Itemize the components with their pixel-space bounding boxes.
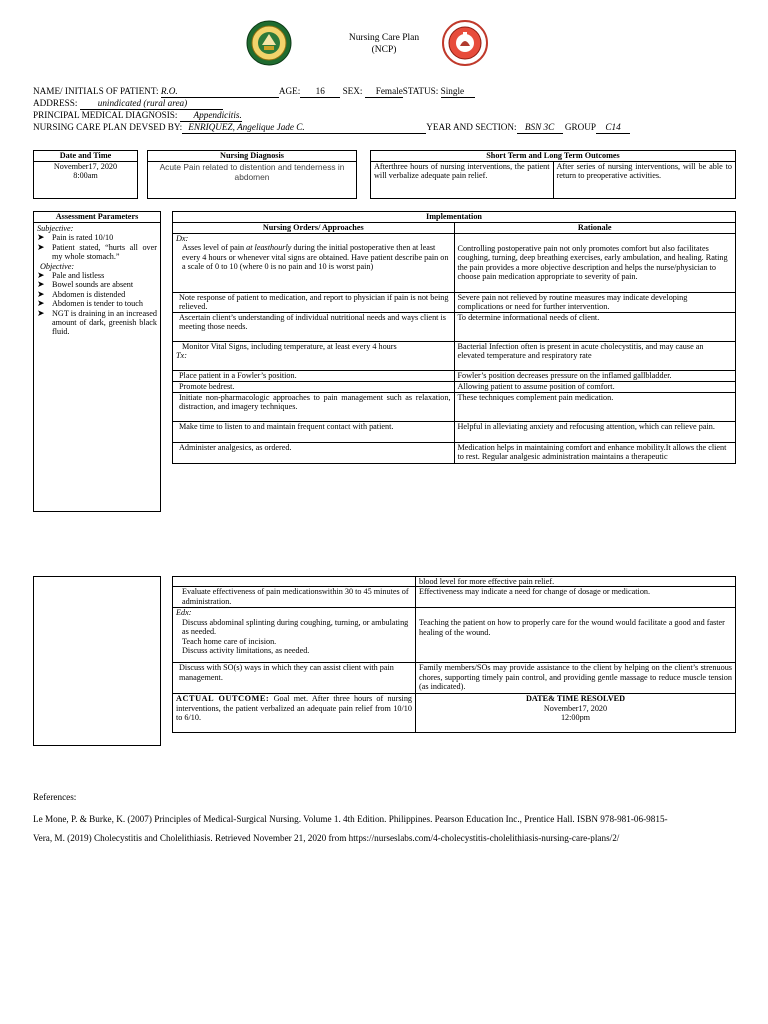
date-time-cell [34,162,138,199]
arrow-bullet-icon: ➤ [37,232,45,243]
title: Nursing Care Plan [348,33,420,43]
assessment-cell [34,223,161,512]
rationale-cell: To determine informational needs of client. [454,312,736,341]
order-cell: Note response of patient to medication, and report to physician if pain is not being relieved. [173,293,455,313]
order-text-emphasis: at leasthourly [246,243,292,253]
address-value: unindicated (rural area) [97,98,188,108]
objective-item [37,280,157,289]
edx-label: Edx: [176,608,192,618]
name-field [161,86,279,98]
order-cell: Promote bedrest. [173,381,455,392]
objective-item [37,290,157,299]
tx-label: Tx: [176,351,187,361]
order-cell [173,587,416,608]
name-value: R.O. [160,86,178,96]
date-resolved-time: 12:00pm [560,713,591,723]
objective-label: Objective: [40,261,75,271]
references-label: References: [33,792,77,802]
diagnosis-table [147,150,357,199]
arrow-bullet-icon: ➤ [37,307,45,318]
order-cell: Place patient in a Fowler’s position. [173,370,455,381]
rationale-cell: Fowler’s position decreases pressure on the inflamed gallbladder. [454,370,736,381]
implementation-table [172,211,736,464]
date-resolved-label: DATE& TIME RESOLVED [525,694,626,704]
references-section [33,792,738,853]
patient-info-line-4 [33,122,630,134]
actual-outcome-label: ACTUAL OUTCOME: [176,694,270,704]
address-field [80,98,223,110]
orders-header: Nursing Orders/ Approaches [173,223,455,234]
order-cell: Ascertain client’s understanding of individual nutritional needs and ways client is meeting those needs. [173,312,455,341]
order-cell: Initiate non-pharmacologic approaches to pain management such as relaxation, distraction, and imagery techniques. [173,392,455,421]
arrow-bullet-icon: ➤ [37,241,45,252]
diagnosis-header: Nursing Diagnosis [148,151,357,162]
order-text-part: Asses level of pain [182,243,247,253]
order-text: Teach home care of incision. [182,636,277,646]
status-value: Single [441,86,475,98]
arrow-bullet-icon: ➤ [37,279,45,290]
order-cell: Make time to listen to and maintain frequent contact with patient. [173,421,455,442]
objective-item [37,271,157,280]
objective-item [37,299,157,308]
order-text: Discuss abdominal splinting during coughing, turning, or ambulating as needed. [182,617,409,637]
status-label: STATUS: [402,86,439,96]
document-title [0,32,768,56]
date-resolved-date: November17, 2020 [543,703,608,713]
diagnosis-field [180,110,242,122]
patient-info-line-3 [33,110,242,122]
rationale-cell: These techniques complement pain medication. [454,392,736,421]
arrow-bullet-icon: ➤ [37,298,45,309]
outcomes-header: Short Term and Long Term Outcomes [371,151,736,162]
name-label: NAME/ INITIALS OF PATIENT: [33,86,159,96]
rationale-cell: Teaching the patient on how to properly care for the wound would facilitate a good and faster healing of the wound. [416,608,736,663]
order-text [176,243,451,271]
assessment-table [33,211,161,512]
subtitle: (NCP) [371,45,397,55]
reference-item: Le Mone, P. & Burke, K. (2007) Principles of Medical-Surgical Nursing. Volume 1. 4th Edition. Philippines. Pearson Education Inc., Prentice Hall. ISBN 978-981-06-9815- [33,813,668,824]
year-label: YEAR AND SECTION: [426,122,517,132]
date-time-table [33,150,138,199]
assessment-continuation-table [33,576,161,746]
outcomes-table [370,150,736,199]
group-label: GROUP [564,122,597,132]
order-cell [173,341,455,370]
age-label: AGE: [278,86,301,96]
patient-info-line-2 [33,98,223,110]
assessment-header: Assessment Parameters [34,212,161,223]
arrow-bullet-icon: ➤ [37,270,45,281]
rationale-cell: Controlling postoperative pain not only promotes comfort but also facilitates coughing, turning, deep breathing exercises, early ambulation, and healing. Rating the pain provides a more objective description and helps the nurse/physician to choose pain medication appropriate to severity of pain. [454,234,736,293]
actual-outcome-cell [173,694,416,733]
order-text-part: during the initial postoperative then at least every 4 hours or whenever vital signs are obtained. Have patient describe pain on a scale of 0 to 10 (where 0 is no pain and 10 is worst pain) [182,243,449,272]
order-text: Evaluate effectiveness of pain medicationswithin 30 to 45 minutes of administration. [182,587,409,606]
order-text: Monitor Vital Signs, including temperature, at least every 4 hours [182,341,397,351]
rationale-cell: Medication helps in maintaining comfort and enhance mobility.It allows the client to rest. Regular analgesic administration maintains a therapeutic [454,442,736,463]
patient-info-line-1 [33,86,475,98]
long-term-outcome: After series of nursing interventions, will be able to return to preoperative activities. [553,162,736,199]
objective-text: Abdomen is distended [52,289,126,299]
subjective-text: Pain is rated 10/10 [52,233,114,243]
arrow-bullet-icon: ➤ [37,288,45,299]
diagnosis-label: PRINCIPAL MEDICAL DIAGNOSIS: [33,110,178,120]
order-cell [173,608,416,663]
diagnosis-cell: Acute Pain related to distention and tenderness in abdomen [148,162,357,199]
year-value: BSN 3C [524,122,555,132]
rationale-cell: Effectiveness may indicate a need for change of dosage or medication. [416,587,736,608]
rationale-cell: Helpful in alleviating anxiety and refocusing attention, which can relieve pain. [454,421,736,442]
objective-text: NGT is draining in an increased amount of dark, greenish black fluid. [52,308,157,337]
subjective-item [37,233,157,242]
date-value: November17, 2020 [53,162,118,171]
rationale-header: Rationale [454,223,736,234]
implementation-header: Implementation [173,212,736,223]
rationale-cell: Bacterial Infection often is present in acute cholecystitis, and may cause an elevated temperature and respiratory rate [454,341,736,370]
date-time-header: Date and Time [34,151,138,162]
devised-field [182,122,426,134]
age-value: 16 [300,86,340,98]
devised-value: ENRIQUEZ, Angelique Jade C. [188,122,305,132]
order-cell [173,577,416,587]
dx-label: Dx: [176,234,189,243]
diagnosis-value: Appendicitis. [193,110,242,120]
date-resolved-cell [416,694,736,733]
order-cell: Administer analgesics, as ordered. [173,442,455,463]
group-field [596,122,630,134]
order-text: Discuss activity limitations, as needed. [182,646,310,656]
short-term-outcome: Afterthree hours of nursing interventions, the patient will verbalize adequate pain relief. [371,162,554,199]
order-cell: Discuss with SO(s) ways in which they can assist client with pain management. [173,663,416,694]
reference-item: Vera, M. (2019) Cholecystitis and Cholelithiasis. Retrieved November 21, 2020 from https://nurseslabs.com/4-cholecystitis-cholelithiasis-nursing-care-plans/2/ [33,833,620,843]
time-value: 8:00am [73,171,98,181]
implementation-continuation-table [172,576,736,733]
actual-outcome-text: Goal met. After three hours of nursing interventions, the patient verbalized an adequate pain relief from 10/10 to 6/10. [176,694,413,723]
rationale-cell: Severe pain not relieved by routine measures may indicate developing complications or need for further intervention. [454,293,736,313]
year-field [517,122,563,134]
rationale-cell: Allowing patient to assume position of comfort. [454,381,736,392]
sex-value: Female [365,86,403,98]
address-label: ADDRESS: [33,98,78,108]
subjective-item [37,243,157,262]
objective-text: Pale and listless [52,271,105,281]
sex-label: SEX: [342,86,363,96]
assessment-continuation-cell [34,577,161,746]
group-value: C14 [605,122,621,132]
devised-label: NURSING CARE PLAN DEVSED BY: [33,122,183,132]
subjective-label: Subjective: [37,224,74,233]
rationale-cell: blood level for more effective pain relief. [416,577,736,587]
objective-text: Abdomen is tender to touch [52,299,143,309]
rationale-cell: Family members/SOs may provide assistance to the client by helping on the client’s strenuous chores, supporting timely pain control, and providing gentle massage to reduce muscle tension (as indicated). [416,663,736,694]
subjective-text: Patient stated, “hurts all over my whole stomach.” [52,242,157,262]
objective-item [37,309,157,337]
objective-text: Bowel sounds are absent [52,280,134,290]
order-cell [173,234,455,293]
